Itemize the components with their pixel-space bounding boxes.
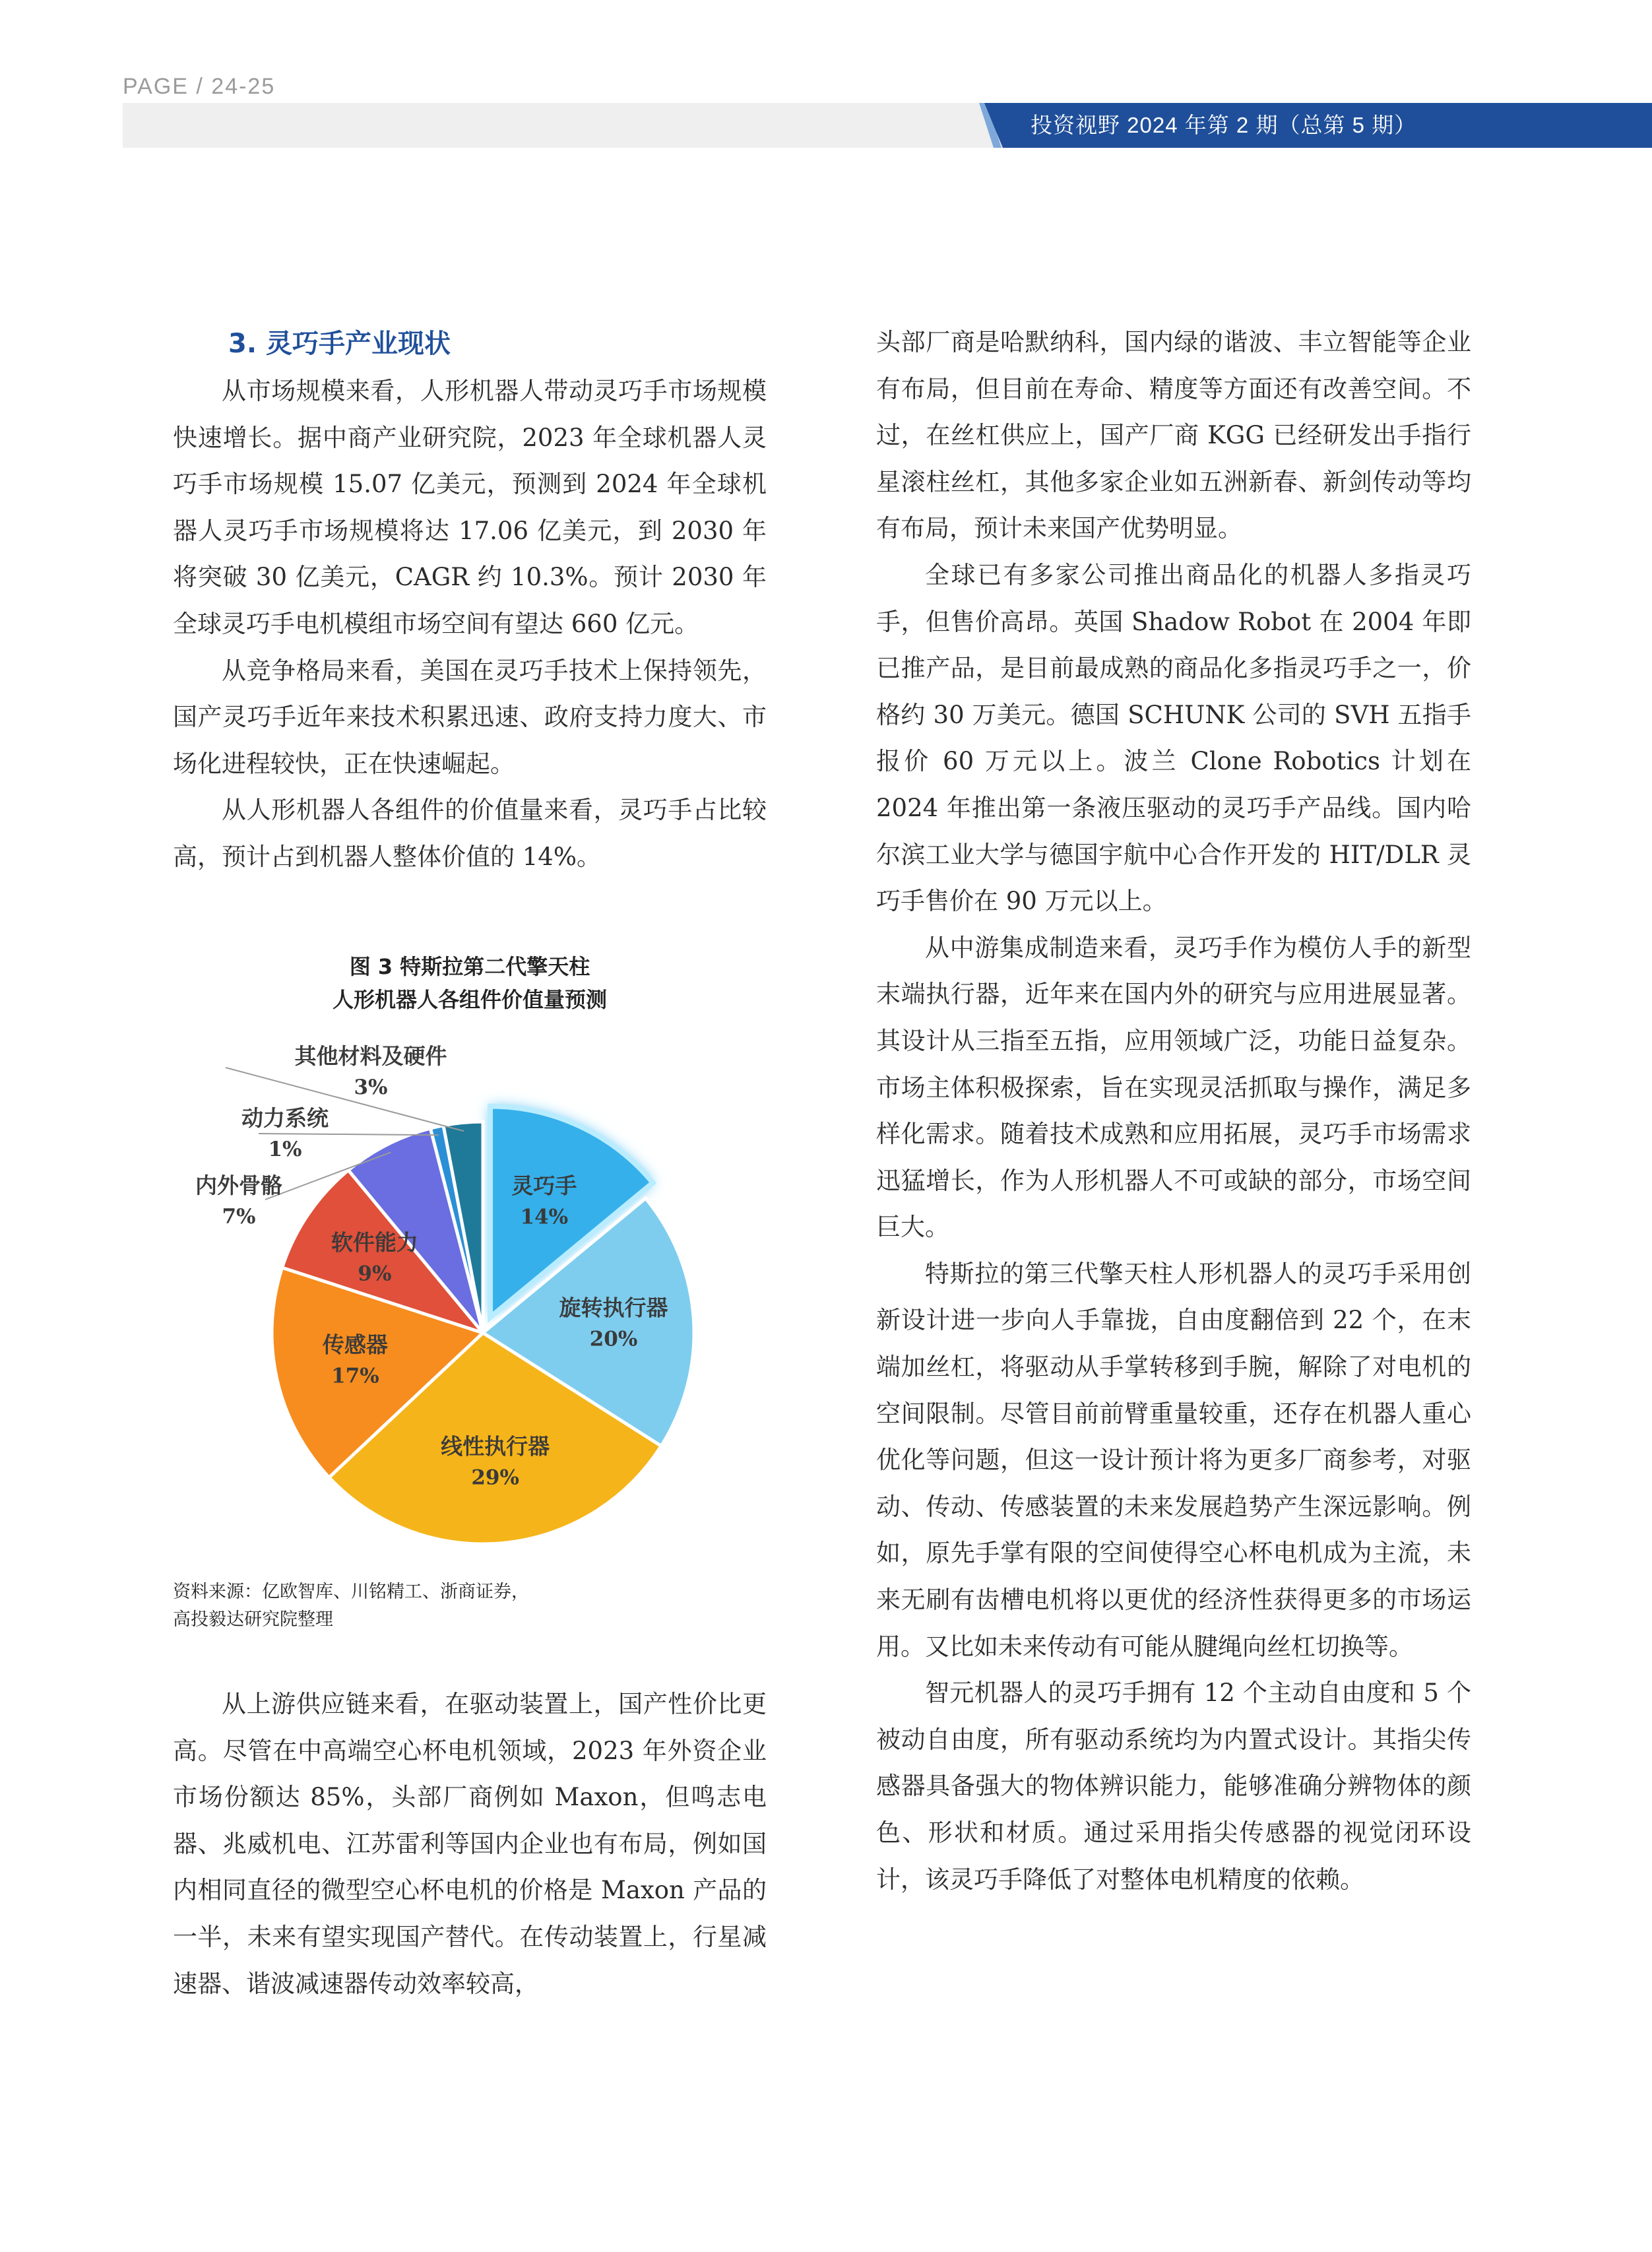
- pie-label-6: 动力系统: [241, 1105, 329, 1131]
- pie-label-7: 其他材料及硬件: [294, 1043, 447, 1069]
- paragraph-competition: 从竞争格局来看，美国在灵巧手技术上保持领先，国产灵巧手近年来技术积累迅速、政府支持力度大、市场化进程较快，正在快速崛起。: [173, 656, 767, 778]
- paragraph-agibot: 智元机器人的灵巧手拥有 12 个主动自由度和 5 个被动自由度，所有驱动系统均为内置式设计。其指尖传感器具备强大的物体辨识能力，能够准确分辨物体的颜色、形状和材质。通过采用指尖传感器的视觉闭环设计，该灵巧手降低了对整体电机精度的依赖。: [876, 1679, 1471, 1894]
- figure-source-line2: 高投毅达研究院整理: [173, 1609, 333, 1630]
- left-column-bottom: [173, 1681, 767, 2007]
- pie-label-0: 灵巧手: [511, 1173, 577, 1199]
- pie-value-label-0: 14%: [520, 1205, 569, 1229]
- pie-value-label-3: 17%: [331, 1364, 379, 1388]
- figure-title: [173, 950, 767, 1016]
- figure-title-line1: 图 3 特斯拉第二代擎天柱: [349, 954, 590, 979]
- paragraph-value-share: 从人形机器人各组件的价值量来看，灵巧手占比较高，预计占到机器人整体价值的 14%。: [173, 796, 767, 871]
- right-column: [876, 319, 1471, 1903]
- pie-value-label-4: 9%: [358, 1262, 392, 1286]
- paragraph-tesla-optimus: 特斯拉的第三代擎天柱人形机器人的灵巧手采用创新设计进一步向人手靠拢，自由度翻倍到 22 个，在末端加丝杠，将驱动从手掌转移到手腕，解除了对电机的空间限制。尽管目前前臂重量较重，还存在机器人重心优化等问题，但这一设计预计将为更多厂商参考，对驱动、传动、传感装置的未来发展趋势产生深远影响。例如，原先手掌有限的空间使得空心杯电机成为主流，未来无刷有齿槽电机将以更优的经济性获得更多的市场运用。又比如未来传动有可能从腱绳向丝杠切换等。: [876, 1259, 1471, 1661]
- paragraph-upstream: 从上游供应链来看，在驱动装置上，国产性价比更高。尽管在中高端空心杯电机领域，2023 年外资企业市场份额达 85%，头部厂商例如 Maxon，但鸣志电器、兆威机电、江苏雷利等国内企业也有布局，例如国内相同直径的微型空心杯电机的价格是 Maxon 产品的一半，未来有望实现国产替代。在传动装置上，行星减速器、谐波减速器传动效率较高，: [173, 1690, 767, 1998]
- figure-title-line2: 人形机器人各组件价值量预测: [332, 987, 607, 1012]
- paragraph-market-size: 从市场规模来看，人形机器人带动灵巧手市场规模快速增长。据中商产业研究院，2023 年全球机器人灵巧手市场规模 15.07 亿美元，预测到 2024 年全球机器人灵巧手市场规模将达 17.06 亿美元，到 2030 年将突破 30 亿美元，CAGR 约 10.3%。预计 2030 年全球灵巧手电机模组市场空间有望达 660 亿元。: [173, 377, 767, 638]
- pie-value-label-2: 29%: [471, 1465, 519, 1490]
- page-label: PAGE / 24-25: [123, 74, 276, 99]
- pie-label-1: 旋转执行器: [559, 1295, 668, 1321]
- pie-value-label-6: 1%: [268, 1138, 302, 1161]
- pie-label-5: 内外骨骼: [195, 1173, 282, 1198]
- pie-chart: [173, 1036, 767, 1564]
- pie-value-label-1: 20%: [589, 1327, 638, 1351]
- pie-value-label-7: 3%: [354, 1076, 388, 1099]
- figure-source: [173, 1578, 767, 1634]
- paragraph-midstream: 从中游集成制造来看，灵巧手作为模仿人手的新型末端执行器，近年来在国内外的研究与应用进展显著。其设计从三指至五指，应用领域广泛，功能日益复杂。市场主体积极探索，旨在实现灵活抓取与操作，满足多样化需求。随着技术成熟和应用拓展，灵巧手市场需求迅猛增长，作为人形机器人不可或缺的部分，市场空间巨大。: [876, 933, 1471, 1242]
- issue-title: 投资视野 2024 年第 2 期（总第 5 期）: [1031, 113, 1417, 137]
- figure-source-line1: 资料来源：亿欧智库、川铭精工、浙商证券，: [173, 1582, 529, 1602]
- paragraph-continued: 头部厂商是哈默纳科，国内绿的谐波、丰立智能等企业有布局，但目前在寿命、精度等方面还有改善空间。不过，在丝杠供应上，国产厂商 KGG 已经研发出手指行星滚柱丝杠，其他多家企业如五洲新春、新剑传动等均有布局，预计未来国产优势明显。: [876, 328, 1471, 543]
- pie-label-3: 传感器: [322, 1332, 388, 1358]
- pie-label-2: 线性执行器: [441, 1433, 550, 1460]
- left-column-top: [173, 322, 767, 881]
- pie-value-label-5: 7%: [222, 1205, 256, 1229]
- pie-label-4: 软件能力: [331, 1229, 418, 1256]
- paragraph-global-products: 全球已有多家公司推出商品化的机器人多指灵巧手，但售价高昂。英国 Shadow Robot 在 2004 年即已推产品，是目前最成熟的商品化多指灵巧手之一，价格约 30 万美元。德国 SCHUNK 公司的 SVH 五指手报价 60 万元以上。波兰 Clone Robotics 计划在 2024 年推出第一条液压驱动的灵巧手产品线。国内哈尔滨工业大学与德国宇航中心合作开发的 HIT/DLR 灵巧手售价在 90 万元以上。: [876, 560, 1471, 916]
- section-title: 3. 灵巧手产业现状: [228, 329, 451, 359]
